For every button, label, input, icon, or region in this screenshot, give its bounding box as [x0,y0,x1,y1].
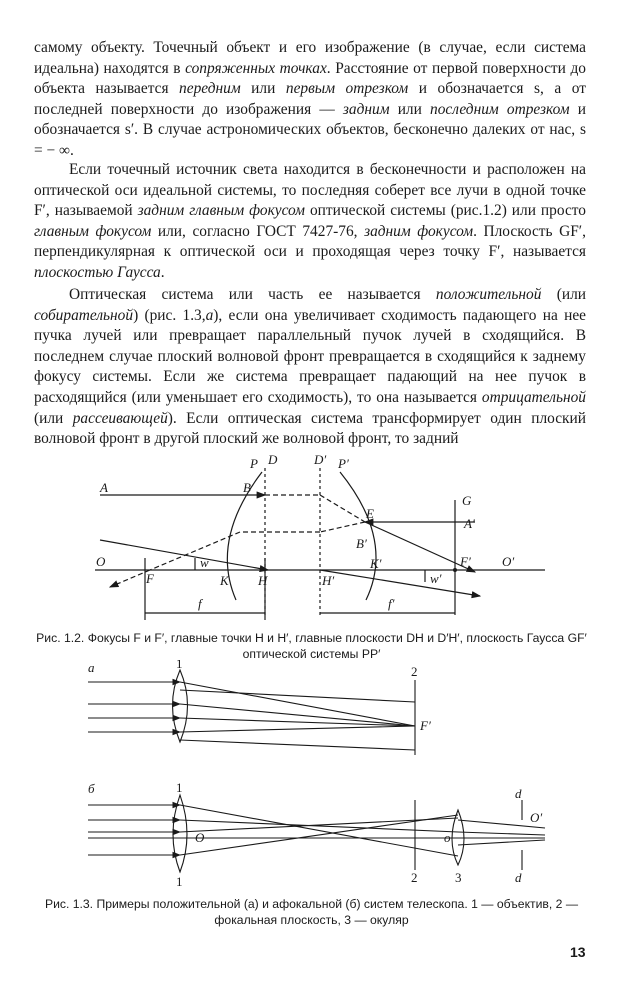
label-2-b: 2 [411,870,418,885]
objective-lens-b [173,795,187,872]
label-f-prime-point: F′ [460,554,471,569]
label-b: B [243,480,251,495]
label-k-prime: K′ [370,556,382,571]
label-b-prime: B′ [356,536,367,551]
paragraph-2 [34,160,586,284]
label-1-b-top: 1 [176,780,183,795]
label-o-b: O [195,830,205,845]
label-w: w [200,555,209,570]
label-o-prime-b: O′ [530,810,543,825]
figure-1-3 [0,660,623,890]
figure-1-3-caption: Рис. 1.3. Примеры положительной (а) и афокальной (б) систем телескопа. 1 — объектив, 2 — фокальная плоскость, 3 — окуляр [44,897,579,927]
text-segment: положительной [435,286,542,303]
label-d-prime: D′ [314,452,327,467]
text-segment: ). Если оптическая система трансформирует один плоский волновой фронт в другой плоский же волновой фронт, то задний [34,409,586,448]
text-segment: передним [179,80,241,98]
label-o-prime: O′ [502,554,515,569]
text-segment: и обозначается s′. В случае астрономических объектов, бесконечно далеких от нас, s = − ∞. [34,100,586,159]
text-segment: главным фокусом [34,222,152,240]
text-segment: и обозначается s, а от последней поверхности до изображения — [34,80,586,118]
text-segment: задним главным фокусом [137,202,305,220]
label-k: K [220,573,229,588]
label-f-prime-length: f′ [388,596,395,611]
text-segment: отрицательной [481,388,586,406]
label-a: A [100,480,108,495]
label-w-prime: w′ [430,571,442,586]
label-o: O [96,554,106,569]
label-3: 3 [455,870,462,885]
text-segment: . [160,263,165,281]
text-segment: самому объекту. Точечный объект и его изображение (в случае, если система идеальна) находятся в [34,39,586,77]
text-segment: первым отрезком [285,80,409,98]
label-e: E [366,506,374,521]
label-h: H [258,573,268,588]
text-segment: задним фокусом [364,222,474,240]
text-segment: сопряженных точках [185,59,327,77]
text-segment: . Плоскость GF′, перпендикулярная к оптической оси и проходящая через точку F′, называется [34,222,586,261]
text-segment: собирательной [34,306,134,324]
label-a-prime: A′ [464,516,475,531]
label-1-a: 1 [176,660,183,671]
text-segment: ), если она увеличивает сходимость падающего на нее пучка лучей или превращает параллельный пучок лучей в сходящийся. В последнем случае плоский волновой фронт превращается в сходящийся к заднему фокусу системы. Если же система превращает падающий на нее пучок в расходящийся (или уменьшает его сходимость), то она называется [34,306,586,406]
text-segment: последним отрезком [430,100,570,118]
label-h-prime: H′ [322,573,335,588]
label-2-a: 2 [411,664,418,679]
label-p-prime: P′ [338,456,349,471]
text-segment: рассеивающей [72,409,168,427]
label-a-panel: а [88,660,95,675]
text-segment: задним [342,100,390,118]
paragraph-3 [34,285,586,450]
text-segment: ) (рис. 1.3, [133,306,206,324]
label-p: P [250,456,258,471]
text-segment: (или [34,409,73,427]
label-d-top: d [515,786,522,801]
text-segment: или [240,80,286,98]
text-segment: или, согласно ГОСТ 7427-76, [151,222,365,240]
label-d: D [268,452,278,467]
text-segment: Если точечный источник света находится в бесконечности и расположен на оптической оси идеальной системы, то последняя соберет все лучи в одной точке F′, называемой [34,161,586,220]
text-segment: оптической системы (рис.1.2) или просто [304,202,586,220]
label-b-panel: б [88,781,95,796]
label-o-small: o [444,830,451,845]
label-g: G [462,493,472,508]
figure-1-2-caption: Рис. 1.2. Фокусы F и F′, главные точки H и H′, главные плоскости DH и D′H′, плоскость Гаусса GF′ оптической системы PP′ [36,631,587,661]
label-1-b-bottom: 1 [176,874,183,889]
text-segment: а [205,306,214,324]
text-segment: плоскостью Гаусса [34,263,161,281]
text-segment: Оптическая система или часть ее называется [69,286,436,303]
text-segment: (или [541,286,586,303]
label-f-length: f [198,596,202,611]
label-f-prime-a: F′ [420,718,431,733]
label-d-bottom: d [515,870,522,885]
page-number: 13 [570,944,586,960]
text-segment: или [389,100,431,118]
objective-lens-a [173,670,188,742]
label-f-point: F [146,571,154,586]
figure-1-2 [0,450,623,630]
text-segment: . Расстояние от первой поверхности до объекта называется [34,59,586,98]
oblique-ray [100,540,268,570]
paragraph-1 [34,38,586,162]
